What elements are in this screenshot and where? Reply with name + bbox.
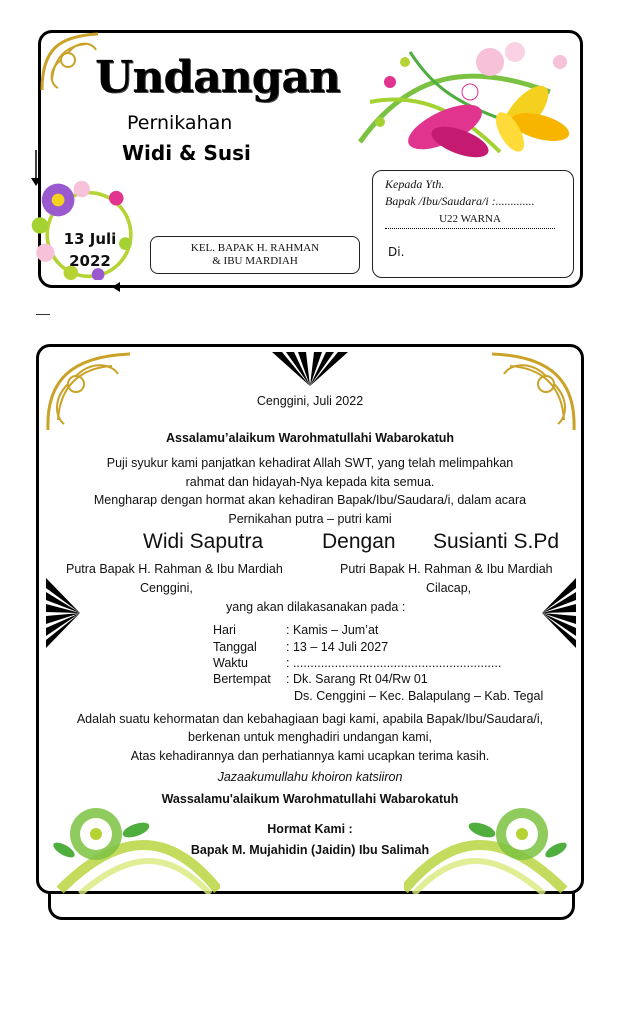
detail-value-time: : ............................................................ — [286, 656, 502, 670]
gold-corner-ornament-right — [488, 350, 580, 434]
separator-dash — [36, 314, 50, 315]
family-box — [150, 236, 360, 274]
bride-city: Cilacap, — [426, 581, 472, 595]
venue-address: Ds. Cenggini – Kec. Balapulang – Kab. Tegal — [294, 689, 544, 703]
cover-date — [52, 228, 128, 272]
closing-line-1: Adalah suatu kehormatan dan kebahagiaan bagi kami, apabila Bapak/Ibu/Saudara/i, — [76, 712, 544, 726]
addressee-dotted-line — [385, 228, 555, 229]
fan-ornament-left — [46, 578, 80, 648]
groom-name: Widi Saputra — [143, 530, 264, 553]
intro-line-1: Puji syukur kami panjatkan kehadirat Allah SWT, yang telah melimpahkan — [106, 456, 514, 470]
gold-corner-ornament-left — [42, 350, 134, 434]
bride-name: Susianti S.Pd — [433, 530, 560, 553]
place-date: Cenggini, Juli 2022 — [256, 394, 364, 408]
cover-title: Undangan — [95, 52, 340, 103]
cover-date-day: 13 Juli — [63, 230, 117, 248]
detail-label-day: Hari — [213, 623, 236, 637]
fan-ornament-right — [542, 578, 576, 648]
floral-bouquet-illustration — [350, 32, 582, 172]
closing-line-2: berkenan untuk menghadiri undangan kami, — [188, 730, 432, 744]
family-line-2: & IBU MARDIAH — [212, 255, 298, 267]
greeting: Assalamu’alaikum Warohmatullahi Wabarokatuh — [165, 431, 455, 445]
cover-couple-names: Widi & Susi — [122, 141, 251, 165]
regards: Hormat Kami : — [267, 822, 353, 836]
arrow-left-icon — [112, 280, 152, 294]
cover-subtitle: Pernikahan — [127, 112, 233, 134]
groom-parents: Putra Bapak H. Rahman & Ibu Mardiah — [66, 562, 283, 576]
held-on-line: yang akan dilakasanakan pada : — [226, 600, 406, 614]
farewell: Wassalamu'alaikum Warohmatullahi Wabarokatuh — [161, 792, 459, 806]
prayer-line: Jazaakumullahu khoiron katsiiron — [217, 770, 403, 784]
detail-label-time: Waktu — [213, 656, 248, 670]
family-line-1: KEL. BAPAK H. RAHMAN — [190, 242, 320, 254]
intro-line-3: Mengharap dengan hormat akan kehadiran Bapak/Ibu/Saudara/i, dalam acara — [93, 493, 527, 507]
groom-city: Cenggini, — [140, 581, 193, 595]
detail-label-venue: Bertempat — [213, 672, 271, 686]
fan-ornament-top — [272, 352, 348, 386]
addressee-line-1: Kepada Yth. — [385, 177, 445, 191]
closing-line-3: Atas kehadirannya dan perhatiannya kami ucapkan terima kasih. — [130, 749, 490, 763]
signers: Bapak M. Mujahidin (Jaidin) Ibu Salimah — [190, 843, 430, 857]
connector-word: Dengan — [322, 530, 396, 553]
intro-line-4: Pernikahan putra – putri kami — [228, 512, 392, 526]
detail-value-venue: : Dk. Sarang Rt 04/Rw 01 — [286, 672, 428, 686]
cover-date-year: 2022 — [69, 252, 111, 270]
intro-line-2: rahmat dan hidayah-Nya kepada kita semua. — [185, 475, 435, 489]
detail-value-day: : Kamis – Jum’at — [286, 623, 379, 637]
addressee-name: U22 WARNA — [439, 213, 501, 225]
detail-value-date: : 13 – 14 Juli 2027 — [286, 640, 389, 654]
bride-parents: Putri Bapak H. Rahman & Ibu Mardiah — [340, 562, 553, 576]
detail-label-date: Tanggal — [213, 640, 257, 654]
addressee-line-2: Bapak /Ibu/Saudara/i :............. — [385, 194, 535, 208]
addressee-di: Di. — [388, 245, 405, 259]
